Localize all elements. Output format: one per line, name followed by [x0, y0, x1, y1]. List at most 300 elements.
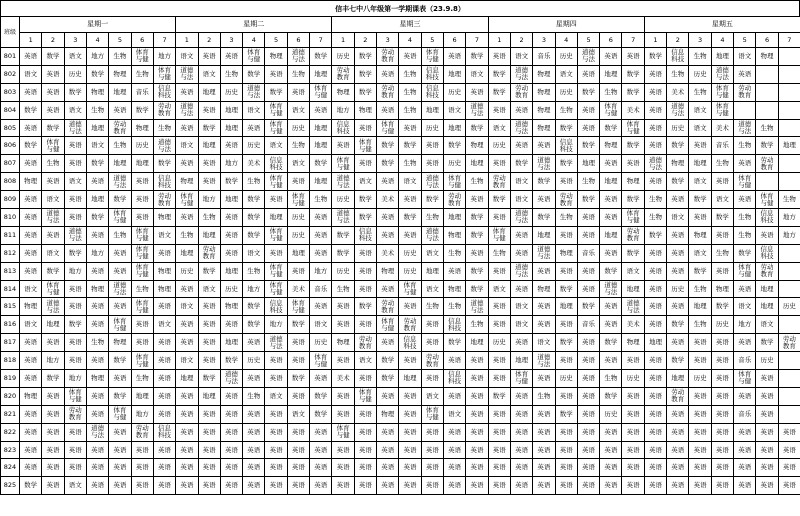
subject-cell: 劳动 教育	[354, 334, 376, 352]
subject-cell: 物理	[332, 83, 354, 101]
subject-cell: 英语	[466, 387, 488, 405]
subject-cell: 语文	[510, 191, 532, 209]
subject-cell: 生物	[689, 48, 711, 66]
subject-cell: 英语	[64, 155, 86, 173]
subject-cell: 英语	[220, 441, 242, 459]
subject-cell: 英语	[577, 334, 599, 352]
subject-cell: 语文	[488, 280, 510, 298]
subject-cell: 信息 科技	[756, 209, 778, 227]
day-header: 星期五	[644, 17, 800, 33]
subject-cell: 英语	[711, 423, 733, 441]
subject-cell: 英语	[64, 191, 86, 209]
subject-cell: 英语	[577, 262, 599, 280]
subject-cell: 地方	[778, 209, 800, 227]
subject-cell: 英语	[734, 477, 756, 495]
subject-cell: 体育 与健	[64, 387, 86, 405]
subject-cell: 数学	[466, 226, 488, 244]
subject-cell: 语文	[64, 173, 86, 191]
subject-cell: 数学	[734, 244, 756, 262]
subject-cell: 道德 与法	[510, 119, 532, 137]
subject-cell: 地理	[778, 137, 800, 155]
subject-cell: 数学	[354, 209, 376, 227]
subject-cell: 英语	[488, 101, 510, 119]
subject-cell: 英语	[667, 226, 689, 244]
subject-cell: 语文	[711, 191, 733, 209]
subject-cell: 道德 与法	[421, 226, 443, 244]
subject-cell: 英语	[577, 209, 599, 227]
subject-cell: 英语	[421, 155, 443, 173]
subject-cell: 英语	[443, 48, 465, 66]
subject-cell: 数学	[600, 262, 622, 280]
subject-cell: 英语	[20, 405, 42, 423]
subject-cell: 英语	[354, 423, 376, 441]
class-number: 819	[1, 370, 20, 388]
subject-cell: 数学	[243, 226, 265, 244]
subject-cell: 英语	[20, 262, 42, 280]
class-row	[1, 334, 800, 352]
subject-cell: 数学	[443, 334, 465, 352]
subject-cell: 英语	[198, 155, 220, 173]
subject-cell: 历史	[443, 155, 465, 173]
subject-cell: 数学	[220, 352, 242, 370]
subject-cell: 英语	[42, 387, 64, 405]
subject-cell: 英语	[310, 244, 332, 262]
subject-cell: 英语	[600, 155, 622, 173]
subject-cell: 地方	[153, 48, 175, 66]
subject-cell: 数学	[488, 65, 510, 83]
subject-cell: 英语	[689, 352, 711, 370]
subject-cell: 体育 与健	[265, 173, 287, 191]
subject-cell: 英语	[176, 209, 198, 227]
subject-cell	[778, 101, 800, 119]
subject-cell: 数学	[466, 280, 488, 298]
subject-cell: 语文	[466, 65, 488, 83]
subject-cell: 英语	[555, 387, 577, 405]
subject-cell: 英语	[443, 262, 465, 280]
subject-cell: 英语	[600, 352, 622, 370]
subject-cell: 英语	[354, 244, 376, 262]
subject-cell: 英语	[644, 441, 666, 459]
subject-cell: 道德 与法	[153, 137, 175, 155]
subject-cell: 英语	[176, 280, 198, 298]
subject-cell: 数学	[711, 298, 733, 316]
subject-cell: 体育 与健	[131, 226, 153, 244]
subject-cell: 数学	[555, 280, 577, 298]
subject-cell: 语文	[667, 209, 689, 227]
subject-cell: 英语	[287, 459, 309, 477]
subject-cell: 体育 与健	[131, 244, 153, 262]
subject-cell: 英语	[555, 226, 577, 244]
class-row	[1, 352, 800, 370]
subject-cell: 英语	[153, 244, 175, 262]
subject-cell: 数学	[243, 298, 265, 316]
subject-cell: 物理	[533, 119, 555, 137]
subject-cell: 语文	[622, 262, 644, 280]
subject-cell: 物理	[220, 298, 242, 316]
subject-cell: 地理	[421, 262, 443, 280]
subject-cell: 英语	[354, 405, 376, 423]
period-header: 6	[756, 33, 778, 48]
subject-cell: 英语	[86, 441, 108, 459]
subject-cell: 数学	[555, 405, 577, 423]
period-header: 3	[64, 33, 86, 48]
subject-cell: 英语	[689, 387, 711, 405]
subject-cell: 历史	[287, 226, 309, 244]
subject-cell: 英语	[243, 405, 265, 423]
subject-cell: 体育 与健	[265, 280, 287, 298]
subject-cell: 信息 科技	[399, 334, 421, 352]
subject-cell: 道德 与法	[332, 173, 354, 191]
subject-cell: 英语	[734, 387, 756, 405]
subject-cell: 数学	[577, 298, 599, 316]
subject-cell: 生物	[644, 209, 666, 227]
class-number: 810	[1, 209, 20, 227]
subject-cell: 语文	[153, 226, 175, 244]
subject-cell: 英语	[243, 423, 265, 441]
subject-cell: 英语	[198, 316, 220, 334]
subject-cell: 英语	[421, 459, 443, 477]
subject-cell: 地理	[131, 155, 153, 173]
period-header: 4	[86, 33, 108, 48]
class-number: 821	[1, 405, 20, 423]
subject-cell: 语文	[198, 280, 220, 298]
subject-cell: 数学	[64, 316, 86, 334]
subject-cell: 英语	[689, 137, 711, 155]
subject-cell: 英语	[377, 173, 399, 191]
class-number: 801	[1, 48, 20, 66]
subject-cell: 数学	[689, 262, 711, 280]
subject-cell: 音乐	[577, 244, 599, 262]
subject-cell	[778, 83, 800, 101]
subject-cell: 生物	[310, 191, 332, 209]
subject-cell: 英语	[354, 459, 376, 477]
subject-cell: 语文	[443, 101, 465, 119]
subject-cell: 音乐	[310, 280, 332, 298]
subject-cell: 数学	[354, 65, 376, 83]
subject-cell: 生物	[399, 101, 421, 119]
subject-cell: 体育 与健	[265, 101, 287, 119]
subject-cell: 英语	[243, 370, 265, 388]
subject-cell: 英语	[667, 423, 689, 441]
subject-cell: 英语	[153, 352, 175, 370]
subject-cell: 英语	[778, 423, 800, 441]
subject-cell: 劳动 教育	[153, 191, 175, 209]
subject-cell: 音乐	[711, 137, 733, 155]
subject-cell: 英语	[577, 405, 599, 423]
subject-cell: 信息 科技	[555, 137, 577, 155]
subject-cell: 体育 与健	[399, 280, 421, 298]
subject-cell: 地理	[287, 244, 309, 262]
subject-cell: 英语	[577, 352, 599, 370]
class-number: 804	[1, 101, 20, 119]
subject-cell: 英语	[131, 334, 153, 352]
subject-cell: 英语	[510, 477, 532, 495]
class-header: 班级	[1, 17, 20, 48]
class-number: 814	[1, 280, 20, 298]
subject-cell: 生物	[734, 209, 756, 227]
subject-cell: 语文	[734, 48, 756, 66]
subject-cell: 数学	[377, 155, 399, 173]
subject-cell: 数学	[42, 48, 64, 66]
subject-cell: 英语	[153, 298, 175, 316]
subject-cell: 体育 与健	[488, 226, 510, 244]
subject-cell: 英语	[533, 423, 555, 441]
subject-cell: 生物	[42, 155, 64, 173]
subject-cell: 数学	[756, 334, 778, 352]
subject-cell: 数学	[667, 137, 689, 155]
subject-cell: 英语	[555, 262, 577, 280]
subject-cell: 英语	[399, 459, 421, 477]
subject-cell: 体育 与健	[287, 191, 309, 209]
subject-cell: 语文	[488, 119, 510, 137]
period-header: 3	[533, 33, 555, 48]
subject-cell: 英语	[153, 459, 175, 477]
subject-cell: 生物	[600, 83, 622, 101]
subject-cell: 地方	[42, 352, 64, 370]
subject-cell: 英语	[153, 441, 175, 459]
subject-cell: 语文	[510, 48, 532, 66]
subject-cell: 道德 与法	[711, 65, 733, 83]
subject-cell: 英语	[310, 423, 332, 441]
subject-cell: 体育 与健	[42, 280, 64, 298]
subject-cell: 音乐	[577, 316, 599, 334]
subject-cell: 英语	[354, 262, 376, 280]
subject-cell: 英语	[377, 441, 399, 459]
subject-cell: 英语	[421, 441, 443, 459]
subject-cell: 地理	[421, 101, 443, 119]
subject-cell: 物理	[533, 65, 555, 83]
subject-cell: 英语	[332, 316, 354, 334]
class-number: 808	[1, 173, 20, 191]
subject-cell: 英语	[332, 352, 354, 370]
subject-cell	[734, 101, 756, 119]
subject-cell: 数学	[243, 65, 265, 83]
subject-cell: 英语	[287, 477, 309, 495]
subject-cell: 数学	[466, 119, 488, 137]
subject-cell: 美术	[667, 83, 689, 101]
subject-cell: 英语	[176, 387, 198, 405]
subject-cell: 道德 与法	[466, 101, 488, 119]
class-row	[1, 316, 800, 334]
period-header: 1	[644, 33, 666, 48]
subject-cell: 英语	[153, 477, 175, 495]
subject-cell: 英语	[778, 441, 800, 459]
subject-cell: 数学	[310, 405, 332, 423]
subject-cell: 英语	[42, 441, 64, 459]
subject-cell: 英语	[510, 101, 532, 119]
subject-cell: 英语	[667, 441, 689, 459]
class-number: 816	[1, 316, 20, 334]
subject-cell: 数学	[64, 83, 86, 101]
subject-cell: 地理	[622, 280, 644, 298]
subject-cell: 生物	[711, 244, 733, 262]
subject-cell: 英语	[265, 423, 287, 441]
subject-cell: 英语	[488, 370, 510, 388]
subject-cell: 英语	[354, 477, 376, 495]
subject-cell: 英语	[488, 298, 510, 316]
class-row	[1, 405, 800, 423]
subject-cell: 历史	[600, 405, 622, 423]
subject-cell: 数学	[64, 244, 86, 262]
subject-cell: 数学	[354, 298, 376, 316]
subject-cell: 英语	[220, 244, 242, 262]
subject-cell: 英语	[176, 477, 198, 495]
subject-cell: 体育 与健	[510, 370, 532, 388]
subject-cell: 语文	[64, 48, 86, 66]
subject-cell: 体育 与健	[265, 226, 287, 244]
subject-cell: 英语	[64, 352, 86, 370]
subject-cell: 历史	[310, 334, 332, 352]
subject-cell: 道德 与法	[42, 298, 64, 316]
subject-cell: 英语	[109, 477, 131, 495]
subject-cell: 英语	[555, 316, 577, 334]
subject-cell: 英语	[510, 280, 532, 298]
period-header: 3	[220, 33, 242, 48]
subject-cell: 英语	[377, 101, 399, 119]
day-header: 星期三	[332, 17, 488, 33]
subject-cell: 物理	[533, 83, 555, 101]
subject-cell: 道德 与法	[243, 83, 265, 101]
subject-cell: 语文	[689, 244, 711, 262]
subject-cell: 道德 与法	[734, 119, 756, 137]
subject-cell: 英语	[42, 226, 64, 244]
subject-cell: 劳动 教育	[443, 191, 465, 209]
subject-cell: 英语	[377, 334, 399, 352]
subject-cell: 英语	[488, 459, 510, 477]
subject-cell: 体育 与健	[377, 316, 399, 334]
subject-cell: 地理	[310, 65, 332, 83]
period-header: 7	[153, 33, 175, 48]
period-header: 6	[443, 33, 465, 48]
subject-cell: 劳动 教育	[555, 191, 577, 209]
subject-cell: 生物	[577, 173, 599, 191]
subject-cell: 语文	[20, 280, 42, 298]
subject-cell: 英语	[399, 423, 421, 441]
subject-cell: 道德 与法	[332, 209, 354, 227]
subject-cell: 数学	[354, 191, 376, 209]
subject-cell: 生物	[131, 370, 153, 388]
subject-cell: 物理	[153, 209, 175, 227]
subject-cell: 劳动 教育	[488, 173, 510, 191]
subject-cell: 体育 与健	[332, 423, 354, 441]
subject-cell: 英语	[533, 441, 555, 459]
subject-cell: 历史	[488, 334, 510, 352]
subject-cell: 数学	[109, 387, 131, 405]
subject-cell: 地理	[600, 65, 622, 83]
subject-cell: 英语	[577, 441, 599, 459]
subject-cell: 地理	[756, 298, 778, 316]
subject-cell: 英语	[667, 244, 689, 262]
subject-cell: 信息 科技	[153, 423, 175, 441]
subject-cell: 英语	[131, 191, 153, 209]
subject-cell: 英语	[488, 405, 510, 423]
subject-cell: 生物	[399, 155, 421, 173]
subject-cell: 劳动 教育	[109, 119, 131, 137]
subject-cell: 英语	[42, 423, 64, 441]
class-number: 817	[1, 334, 20, 352]
subject-cell: 地理	[443, 119, 465, 137]
subject-cell: 历史	[399, 262, 421, 280]
subject-cell: 数学	[20, 101, 42, 119]
period-header: 5	[265, 33, 287, 48]
subject-cell: 生物	[109, 48, 131, 66]
timetable-title: 信丰七中八年级第一学期课表（23.9.8）	[0, 0, 800, 16]
subject-cell: 英语	[510, 423, 532, 441]
subject-cell: 英语	[399, 441, 421, 459]
subject-cell: 英语	[153, 370, 175, 388]
subject-cell: 语文	[443, 405, 465, 423]
subject-cell: 生物	[689, 83, 711, 101]
subject-cell: 英语	[756, 477, 778, 495]
subject-cell: 生物	[600, 370, 622, 388]
subject-cell: 英语	[198, 477, 220, 495]
subject-cell: 英语	[86, 387, 108, 405]
subject-cell: 英语	[399, 48, 421, 66]
subject-cell: 英语	[466, 405, 488, 423]
subject-cell: 信息 科技	[421, 65, 443, 83]
subject-cell: 英语	[198, 334, 220, 352]
subject-cell: 体育 与健	[131, 262, 153, 280]
subject-cell: 英语	[622, 459, 644, 477]
subject-cell: 信息 科技	[265, 155, 287, 173]
subject-cell: 生物	[667, 65, 689, 83]
subject-cell: 数学	[220, 173, 242, 191]
subject-cell: 英语	[176, 155, 198, 173]
subject-cell: 体育 与健	[734, 173, 756, 191]
subject-cell: 英语	[131, 173, 153, 191]
subject-cell: 体育 与健	[131, 48, 153, 66]
subject-cell: 体育 与健	[377, 119, 399, 137]
subject-cell: 英语	[310, 209, 332, 227]
subject-cell: 英语	[310, 459, 332, 477]
subject-cell: 语文	[64, 477, 86, 495]
subject-cell: 生物	[443, 244, 465, 262]
subject-cell: 地理	[220, 191, 242, 209]
subject-cell: 地方	[198, 191, 220, 209]
subject-cell: 体育 与健	[265, 119, 287, 137]
subject-cell: 语文	[734, 298, 756, 316]
subject-cell: 数学	[131, 101, 153, 119]
subject-cell: 英语	[265, 370, 287, 388]
class-number: 825	[1, 477, 20, 495]
subject-cell: 英语	[488, 48, 510, 66]
subject-cell: 数学	[466, 48, 488, 66]
subject-cell: 英语	[622, 441, 644, 459]
subject-cell: 英语	[533, 405, 555, 423]
subject-cell: 物理	[86, 370, 108, 388]
subject-cell: 英语	[622, 352, 644, 370]
subject-cell: 数学	[689, 191, 711, 209]
timetable	[0, 16, 800, 495]
subject-cell: 语文	[421, 387, 443, 405]
subject-cell: 英语	[555, 459, 577, 477]
subject-cell: 英语	[577, 280, 599, 298]
subject-cell: 英语	[644, 423, 666, 441]
subject-cell: 数学	[399, 209, 421, 227]
subject-cell: 数学	[42, 119, 64, 137]
subject-cell: 英语	[466, 370, 488, 388]
subject-cell: 数学	[86, 209, 108, 227]
subject-cell: 英语	[310, 101, 332, 119]
subject-cell: 英语	[109, 298, 131, 316]
subject-cell: 英语	[64, 334, 86, 352]
subject-cell: 英语	[287, 423, 309, 441]
subject-cell: 生物	[332, 280, 354, 298]
subject-cell: 英语	[711, 477, 733, 495]
class-row	[1, 191, 800, 209]
subject-cell: 地方	[310, 262, 332, 280]
subject-cell: 地理	[466, 155, 488, 173]
